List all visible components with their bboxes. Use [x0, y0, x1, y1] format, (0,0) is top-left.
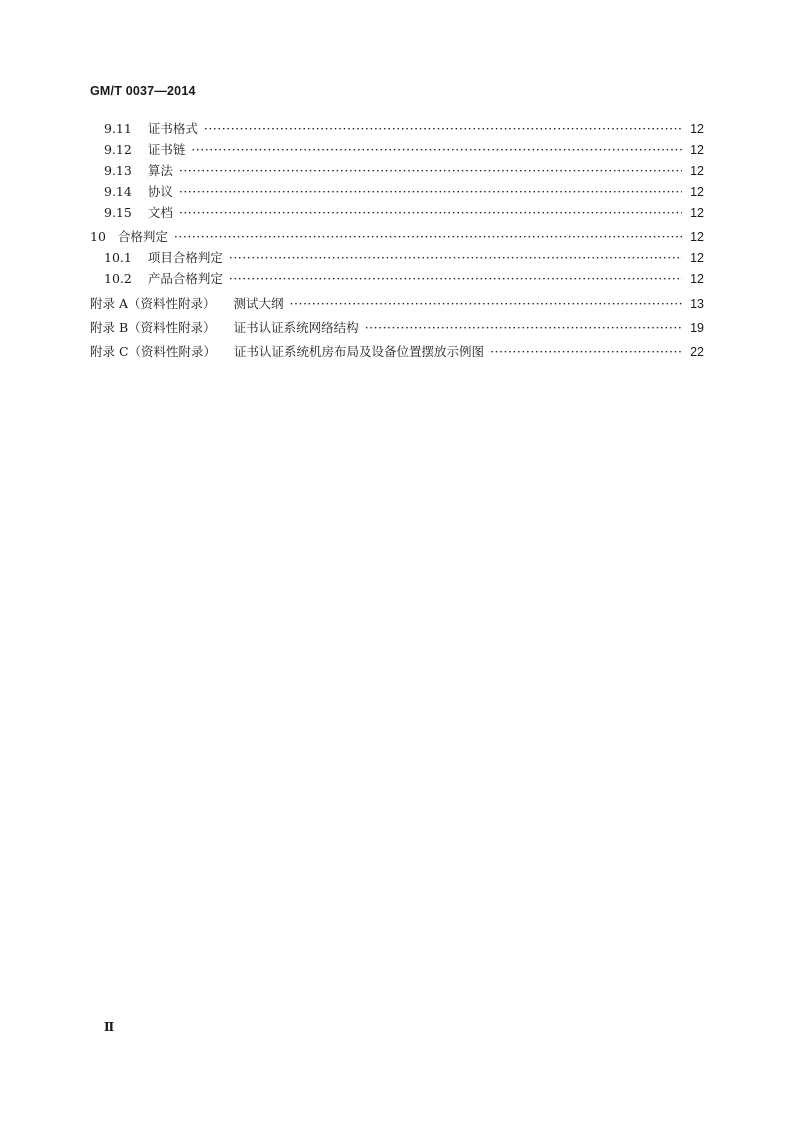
toc-page-number: 12: [690, 272, 704, 286]
toc-page-number: 13: [690, 297, 704, 311]
toc-dot-leader: [204, 120, 682, 138]
toc-entry-title: 协议: [147, 184, 173, 199]
toc-entry-title: 证书认证系统网络结构: [233, 320, 359, 335]
toc-dot-leader: [290, 295, 682, 313]
toc-entry-appendix-b[interactable]: [90, 319, 704, 337]
toc-entry-9-12[interactable]: [104, 141, 704, 159]
toc-entry-number: 9.15: [104, 205, 132, 220]
toc-entry-title: 证书格式: [147, 121, 198, 136]
toc-entry-title: 测试大纲: [233, 296, 284, 311]
toc-entry-title: 算法: [147, 163, 173, 178]
toc-page-number: 12: [690, 206, 704, 220]
toc-page-number: 22: [690, 345, 704, 359]
toc-entry-title: 证书认证系统机房布局及设备位置摆放示例图: [234, 344, 485, 359]
toc-appendix-label: 附录 C（资料性附录）: [90, 344, 217, 359]
toc-entry-9-14[interactable]: [104, 183, 704, 201]
toc-entry-number: 9.13: [104, 163, 132, 178]
toc-dot-leader: [174, 228, 682, 246]
toc-entry-number: 9.14: [104, 184, 132, 199]
page-number-footer: Ⅱ: [104, 1020, 115, 1034]
toc-entry-number: 9.11: [104, 121, 132, 136]
toc-appendix-label: 附录 A（资料性附录）: [90, 296, 216, 311]
table-of-contents: [0, 0, 794, 400]
toc-entry-10[interactable]: [90, 228, 704, 246]
toc-entry-appendix-a[interactable]: [90, 295, 704, 313]
toc-page-number: 12: [690, 164, 704, 178]
toc-page-number: 12: [690, 230, 704, 244]
toc-page-number: 12: [690, 143, 704, 157]
toc-entry-number: 10.1: [104, 250, 132, 265]
toc-entry-appendix-c[interactable]: [90, 343, 704, 361]
toc-page-number: 19: [690, 321, 704, 335]
toc-dot-leader: [179, 183, 682, 201]
toc-entry-title: 项目合格判定: [147, 250, 223, 265]
toc-entry-number: 10.2: [104, 271, 132, 286]
toc-entry-9-15[interactable]: [104, 204, 704, 222]
toc-dot-leader: [179, 204, 682, 222]
toc-page-number: 12: [690, 122, 704, 136]
toc-entry-title: 合格判定: [117, 229, 168, 244]
toc-appendix-label: 附录 B（资料性附录）: [90, 320, 216, 335]
toc-entry-title: 证书链: [147, 142, 186, 157]
toc-entry-number: 9.12: [104, 142, 132, 157]
toc-page-number: 12: [690, 251, 704, 265]
toc-dot-leader: [229, 249, 682, 267]
toc-dot-leader: [191, 141, 682, 159]
toc-entry-title: 产品合格判定: [147, 271, 223, 286]
toc-entry-9-13[interactable]: [104, 162, 704, 180]
toc-entry-10-2[interactable]: [104, 270, 704, 288]
toc-dot-leader: [179, 162, 682, 180]
toc-entry-title: 文档: [147, 205, 173, 220]
toc-dot-leader: [229, 270, 682, 288]
toc-dot-leader: [365, 319, 682, 337]
standard-code-header: GM/T 0037—2014: [90, 84, 196, 98]
toc-page-number: 12: [690, 185, 704, 199]
toc-dot-leader: [490, 343, 682, 361]
toc-entry-9-11[interactable]: [104, 120, 704, 138]
toc-entry-10-1[interactable]: [104, 249, 704, 267]
toc-entry-number: 10: [90, 229, 106, 244]
